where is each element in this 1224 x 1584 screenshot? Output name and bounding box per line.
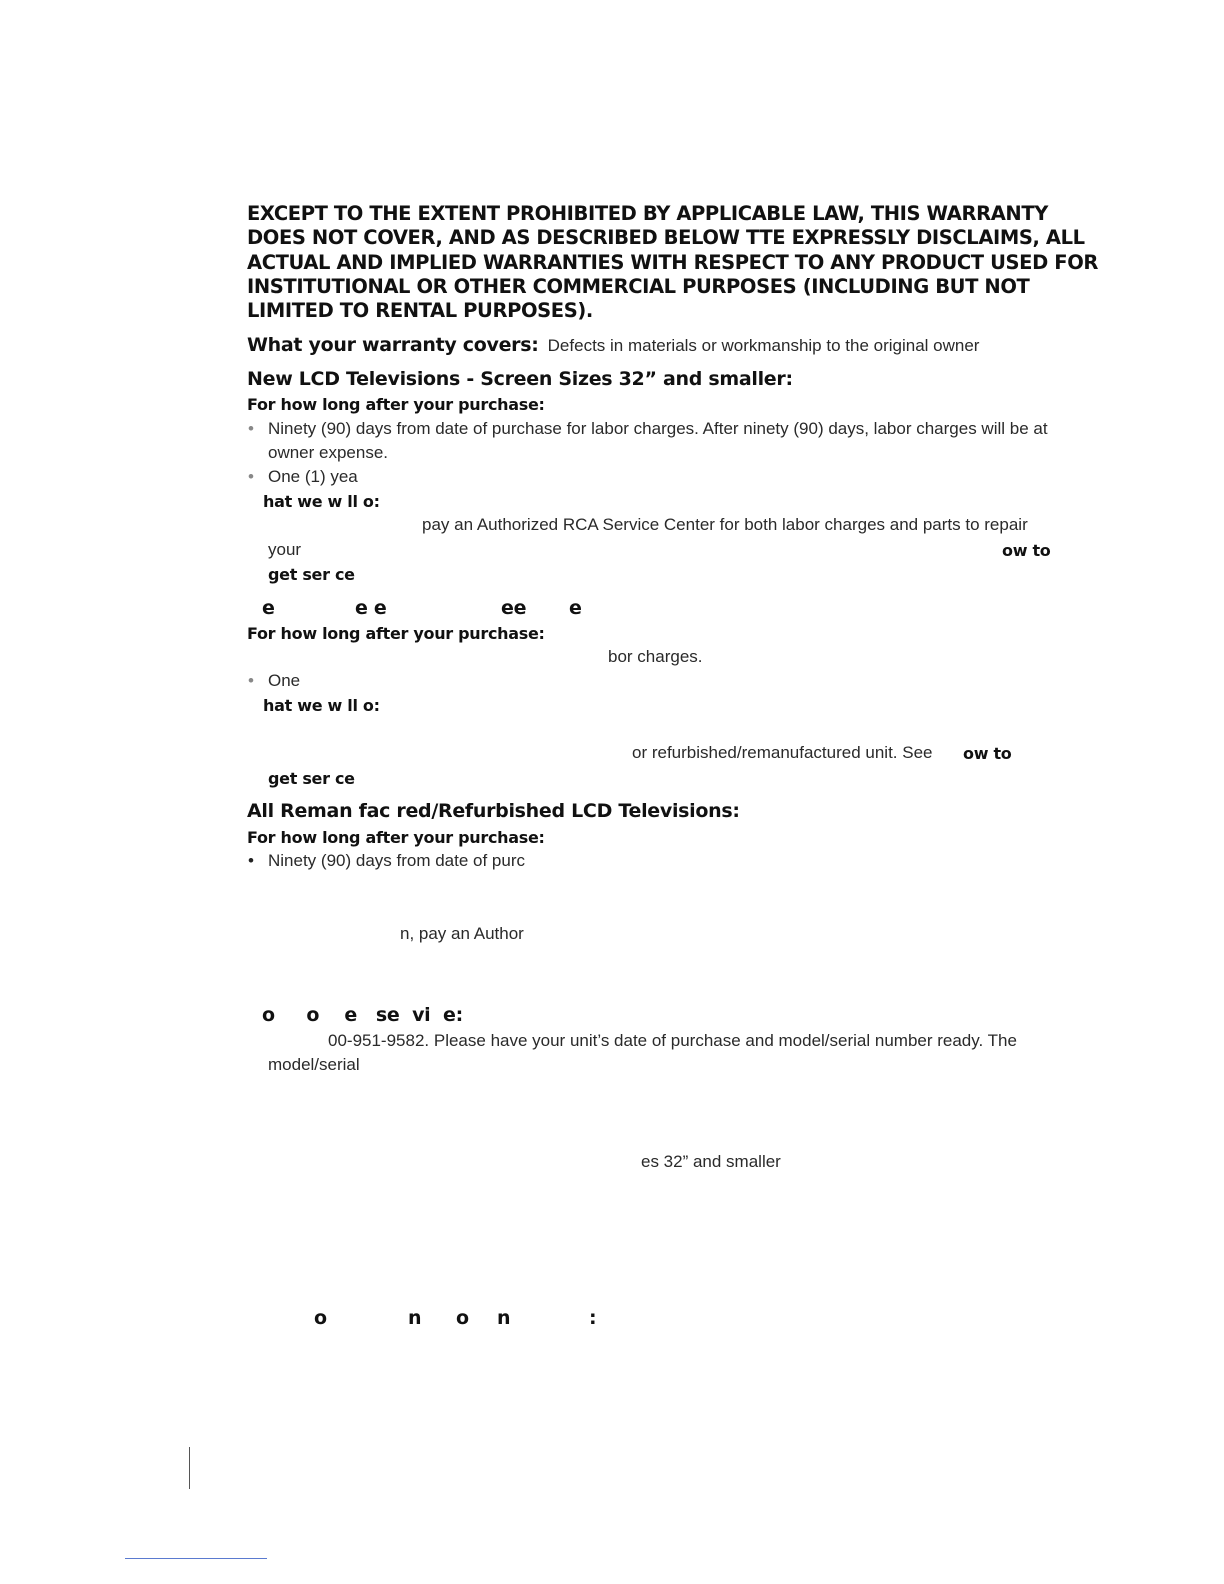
phone-text: model/serial <box>268 1055 360 1074</box>
refurb-text-fragment: or refurbished/remanufactured unit. See <box>632 743 933 762</box>
bullet-text: owner expense. <box>268 443 389 462</box>
get-service-text: get ser ce <box>268 769 355 788</box>
bullet-marker: • <box>248 419 254 438</box>
what-we-do-label: hat we w ll o: <box>263 696 380 715</box>
what-we-do-label: hat we w ll o: <box>263 492 380 511</box>
how-long-label: For how long after your purchase: <box>247 624 545 643</box>
bullet-text: One <box>268 671 301 690</box>
size-text-fragment: es 32” and smaller <box>641 1152 781 1171</box>
footer-rule <box>125 1558 267 1559</box>
section-heading-fragment: e e <box>355 597 387 619</box>
how-long-label: For how long after your purchase: <box>247 828 545 847</box>
labor-text-fragment: bor charges. <box>608 647 703 666</box>
disclaimer-line: DOES NOT COVER, AND AS DESCRIBED BELOW TTE EXPRESSLY DISCLAIMS, ALL <box>247 226 1085 250</box>
section-heading-fragment: n <box>497 1307 511 1329</box>
coverage-line <box>247 334 979 356</box>
section-heading-fragment: : <box>589 1307 597 1329</box>
repair-text: pay an Authorized RCA Service Center for both labor charges and parts to repair <box>422 515 1028 534</box>
bullet-text: Ninety (90) days from date of purchase for labor charges. After ninety (90) days, labor charges will be at <box>268 419 1048 438</box>
margin-rule <box>189 1447 190 1489</box>
pay-text-fragment: n, pay an Author <box>400 924 524 943</box>
section-heading-fragment: e <box>262 597 275 619</box>
get-service-text: get ser ce <box>268 565 355 584</box>
coverage-text: Defects in materials or workmanship to the original owner <box>547 336 980 355</box>
bullet-text: One (1) yea <box>268 467 358 486</box>
section-heading-reman: All Reman fac red/Refurbished LCD Televisions: <box>247 800 740 822</box>
bullet-marker: • <box>248 467 254 486</box>
section-heading-fragment: e <box>569 597 582 619</box>
disclaimer-line: LIMITED TO RENTAL PURPOSES). <box>247 299 593 323</box>
section-heading-fragment: o <box>314 1307 327 1329</box>
disclaimer-paragraph <box>247 202 1098 323</box>
disclaimer-line: ACTUAL AND IMPLIED WARRANTIES WITH RESPECT TO ANY PRODUCT USED FOR <box>247 250 1098 274</box>
section-heading-fragment: n <box>408 1307 422 1329</box>
disclaimer-line: INSTITUTIONAL OR OTHER COMMERCIAL PURPOSES (INCLUDING BUT NOT <box>247 274 1030 298</box>
section-heading-service: o o e se vi e: <box>262 1004 463 1026</box>
how-to-link-text: ow to <box>1002 541 1051 560</box>
bullet-text: Ninety (90) days from date of purc <box>268 851 526 870</box>
bullet-marker: • <box>248 671 254 690</box>
repair-text: your <box>268 540 302 559</box>
section-heading-fragment: o <box>456 1307 469 1329</box>
how-to-link-text: ow to <box>963 744 1012 763</box>
phone-text: 00-951-9582. Please have your unit’s date of purchase and model/serial number ready. The <box>328 1031 1017 1050</box>
section-heading-new: New LCD Televisions - Screen Sizes 32” and smaller: <box>247 368 793 390</box>
coverage-label: What your warranty covers: <box>247 334 539 356</box>
section-heading-fragment: ee <box>501 597 527 619</box>
bullet-marker: • <box>248 851 254 870</box>
disclaimer-line: EXCEPT TO THE EXTENT PROHIBITED BY APPLICABLE LAW, THIS WARRANTY <box>247 202 1048 225</box>
how-long-label: For how long after your purchase: <box>247 395 545 414</box>
